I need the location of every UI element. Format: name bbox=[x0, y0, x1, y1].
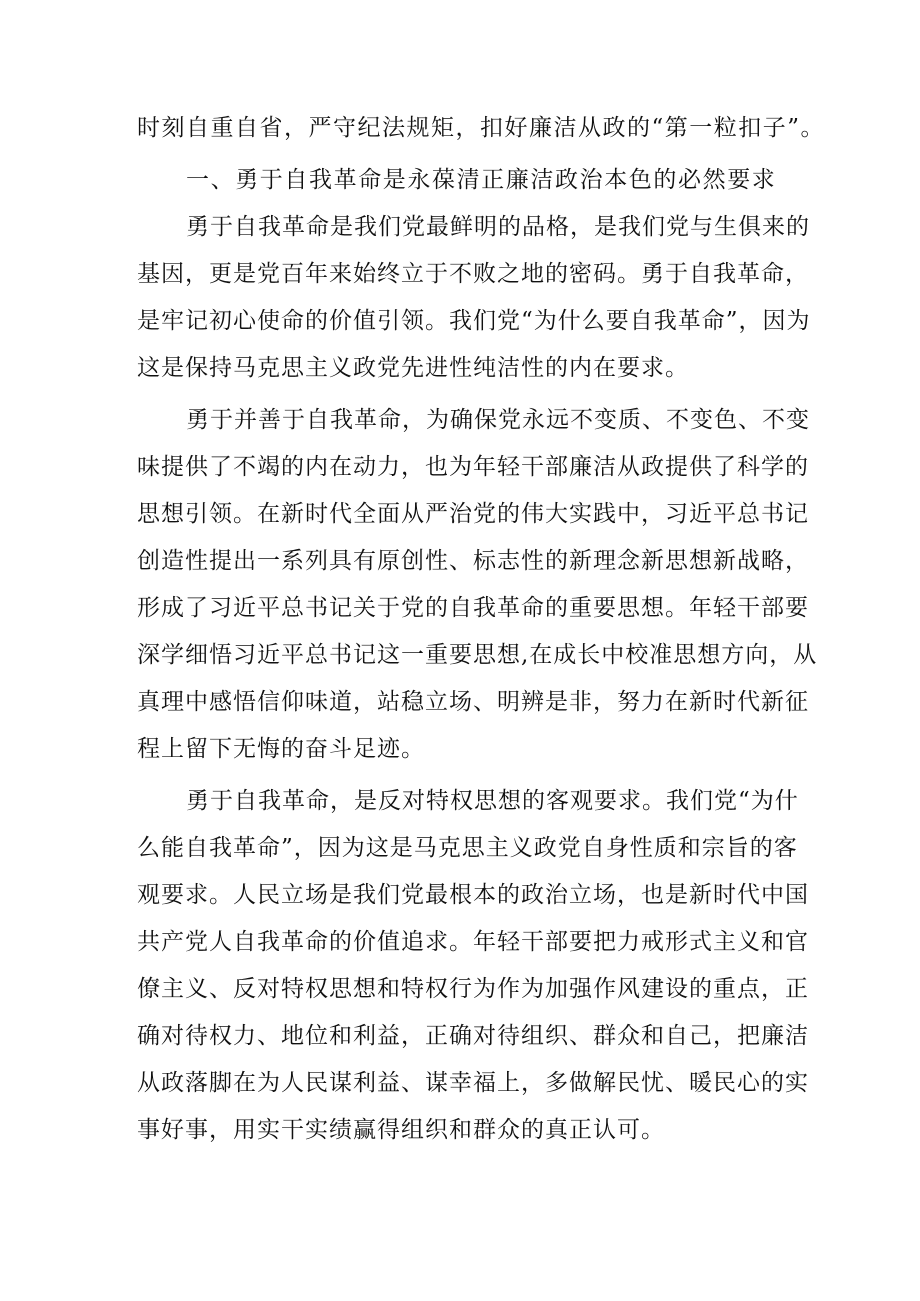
paragraph-line: 么能自我革命”，因为这是马克思主义政党自身性质和宗旨的客 bbox=[137, 835, 798, 861]
paragraph-line: 勇于自我革命，是反对特权思想的客观要求。我们党“为什 bbox=[186, 788, 799, 814]
paragraph-line: 是牢记初心使命的价值引领。我们党“为什么要自我革命”，因为 bbox=[137, 308, 811, 334]
paragraph-line: 味提供了不竭的内在动力，也为年轻干部廉洁从政提供了科学的 bbox=[137, 454, 809, 480]
paragraph-line: 从政落脚在为人民谋利益、谋幸福上，多做解民忧、暖民心的实 bbox=[137, 1070, 809, 1096]
paragraph-line: 观要求。人民立场是我们党最根本的政治立场，也是新时代中国 bbox=[137, 882, 809, 908]
paragraph-line: 思想引领。在新时代全面从严治党的伟大实践中，习近平总书记 bbox=[137, 501, 809, 527]
paragraph-line: 事好事，用实干实绩赢得组织和群众的真正认可。 bbox=[137, 1117, 665, 1143]
paragraph-line: 真理中感悟信仰味道，站稳立场、明辨是非，努力在新时代新征 bbox=[137, 689, 809, 715]
paragraph-line: 程上留下无悔的奋斗足迹。 bbox=[137, 736, 425, 762]
paragraph-line: 深学细悟习近平总书记这一重要思想,在成长中校准思想方向，从 bbox=[137, 642, 818, 668]
paragraph-line: 基因，更是党百年来始终立于不败之地的密码。勇于自我革命， bbox=[137, 261, 809, 287]
paragraph-line: 形成了习近平总书记关于党的自我革命的重要思想。年轻干部要 bbox=[137, 595, 809, 621]
section-heading: 一、勇于自我革命是永葆清正廉洁政治本色的必然要求 bbox=[186, 167, 777, 193]
continuation-line: 时刻自重自省，严守纪法规矩，扣好廉洁从政的“第一粒扣子”。 bbox=[137, 115, 826, 141]
paragraph-line: 这是保持马克思主义政党先进性纯洁性的内在要求。 bbox=[137, 355, 689, 381]
paragraph-line: 创造性提出一系列具有原创性、标志性的新理念新思想新战略， bbox=[137, 548, 809, 574]
paragraph-line: 共产党人自我革命的价值追求。年轻干部要把力戒形式主义和官 bbox=[137, 929, 809, 955]
paragraph-line: 确对待权力、地位和利益，正确对待组织、群众和自己，把廉洁 bbox=[137, 1023, 809, 1049]
paragraph-line: 勇于自我革命是我们党最鲜明的品格，是我们党与生俱来的 bbox=[186, 214, 810, 240]
paragraph-line: 僚主义、反对特权思想和特权行为作为加强作风建设的重点，正 bbox=[137, 976, 809, 1002]
paragraph-line: 勇于并善于自我革命，为确保党永远不变质、不变色、不变 bbox=[186, 407, 810, 433]
